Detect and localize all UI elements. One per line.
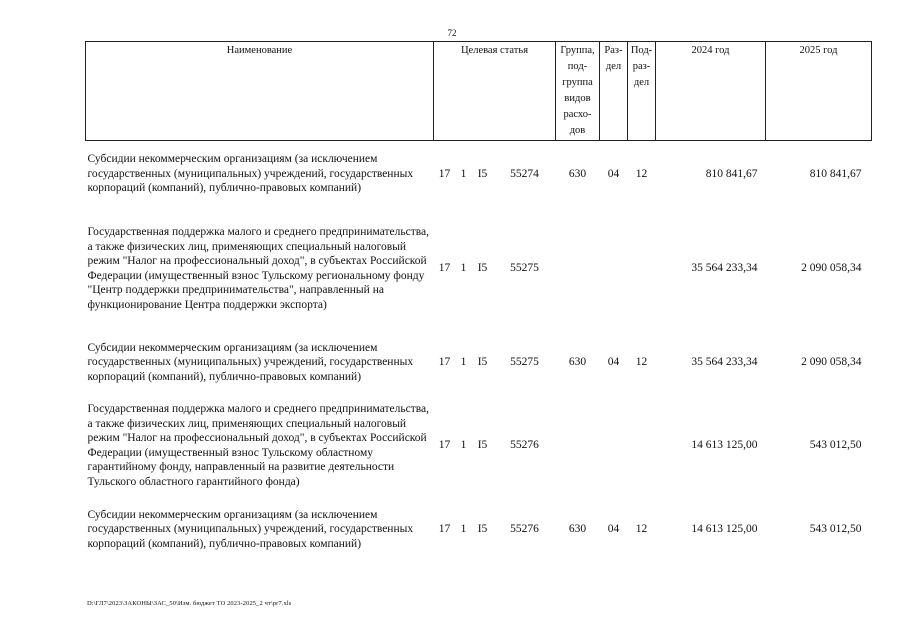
target-part-3: I5 — [477, 262, 488, 275]
target-part-1: 17 — [438, 262, 451, 275]
amount-2025: 810 841,67 — [809, 167, 862, 180]
target-part-2: 1 — [460, 356, 467, 369]
row-name: Государственная поддержка малого и среднего предпринимательства, а также физических лиц, применяющих специальный налоговый режим "Налог на профессиональный доход", в субъектах Российской Федерации (имущественный взнос Тульскому областному гарантийному фонду, направленный на развитие деятельности Тульского областного гарантийного фонда) — [87, 403, 430, 488]
amount-2025: 2 090 058,34 — [801, 356, 862, 369]
amount-2025: 543 012,50 — [809, 523, 862, 536]
group-code: 630 — [568, 356, 587, 369]
target-part-1: 17 — [438, 523, 451, 536]
target-part-4: 55276 — [510, 439, 539, 452]
amount-2024: 35 564 233,34 — [691, 356, 758, 369]
target-part-1: 17 — [438, 439, 451, 452]
target-part-3: I5 — [477, 167, 488, 180]
amount-2024: 35 564 233,34 — [691, 262, 758, 275]
target-part-3: I5 — [477, 356, 488, 369]
header-2024: 2024 год — [656, 42, 766, 141]
group-code: 630 — [568, 167, 587, 180]
amount-2024: 14 613 125,00 — [691, 439, 758, 452]
file-path-footer: D:\ГЛ7\2023\ЗАКОНЫ\ЗАС_50\Изм. бюджет ТО 2023-2025_2 чт\pr7.xls — [87, 600, 292, 607]
budget-table — [85, 41, 872, 561]
target-part-4: 55275 — [510, 262, 539, 275]
amount-2024: 14 613 125,00 — [691, 523, 758, 536]
subsection-code — [628, 393, 656, 499]
subsection-code: 12 — [635, 167, 648, 180]
target-part-4: 55274 — [510, 167, 539, 180]
header-row — [86, 42, 872, 141]
header-group: Группа, под-группа видов расхо-дов — [556, 42, 600, 141]
target-part-4: 55276 — [510, 523, 539, 536]
page-number: 72 — [447, 28, 457, 38]
subsection-code: 12 — [635, 356, 648, 369]
target-part-2: 1 — [460, 262, 467, 275]
target-part-2: 1 — [460, 439, 467, 452]
table-row — [86, 205, 872, 333]
target-part-4: 55275 — [510, 356, 539, 369]
group-code: 630 — [568, 523, 587, 536]
section-code: 04 — [607, 523, 620, 536]
subsection-code — [628, 205, 656, 333]
target-part-3: I5 — [477, 439, 488, 452]
table-row — [86, 333, 872, 393]
header-section: Раз-дел — [600, 42, 628, 141]
row-name: Субсидии некоммерческим организациям (за исключением государственных (муниципальных) учреждений, государственных корпораций (компаний), публично-правовых компаний) — [87, 341, 414, 383]
amount-2025: 543 012,50 — [809, 439, 862, 452]
amount-2024: 810 841,67 — [705, 167, 758, 180]
target-part-2: 1 — [460, 523, 467, 536]
amount-2025: 2 090 058,34 — [801, 262, 862, 275]
row-name: Государственная поддержка малого и среднего предпринимательства, а также физических лиц, применяющих специальный налоговый режим "Налог на профессиональный доход", в субъектах Российской Федерации (имущественный взнос Тульскому региональному фонду "Центр поддержки предпринимательства", направленный на функционирование Центра поддержки экспорта) — [87, 226, 430, 311]
target-part-1: 17 — [438, 167, 451, 180]
table-row — [86, 141, 872, 205]
row-name: Субсидии некоммерческим организациям (за исключением государственных (муниципальных) учреждений, государственных корпораций (компаний), публично-правовых компаний) — [87, 153, 414, 194]
header-2025: 2025 год — [766, 42, 872, 141]
header-name: Наименование — [86, 42, 434, 141]
subsection-code: 12 — [635, 523, 648, 536]
group-code — [556, 393, 600, 499]
section-code: 04 — [607, 356, 620, 369]
header-subsection: Под-раз-дел — [628, 42, 656, 141]
section-code: 04 — [607, 167, 620, 180]
table-row — [86, 499, 872, 561]
row-name: Субсидии некоммерческим организациям (за исключением государственных (муниципальных) учреждений, государственных корпораций (компаний), публично-правовых компаний) — [87, 508, 414, 550]
target-part-1: 17 — [438, 356, 451, 369]
section-code — [600, 205, 628, 333]
table-row — [86, 393, 872, 499]
header-target: Целевая статья — [434, 42, 556, 141]
target-part-2: 1 — [460, 167, 467, 180]
section-code — [600, 393, 628, 499]
target-part-3: I5 — [477, 523, 488, 536]
group-code — [556, 205, 600, 333]
